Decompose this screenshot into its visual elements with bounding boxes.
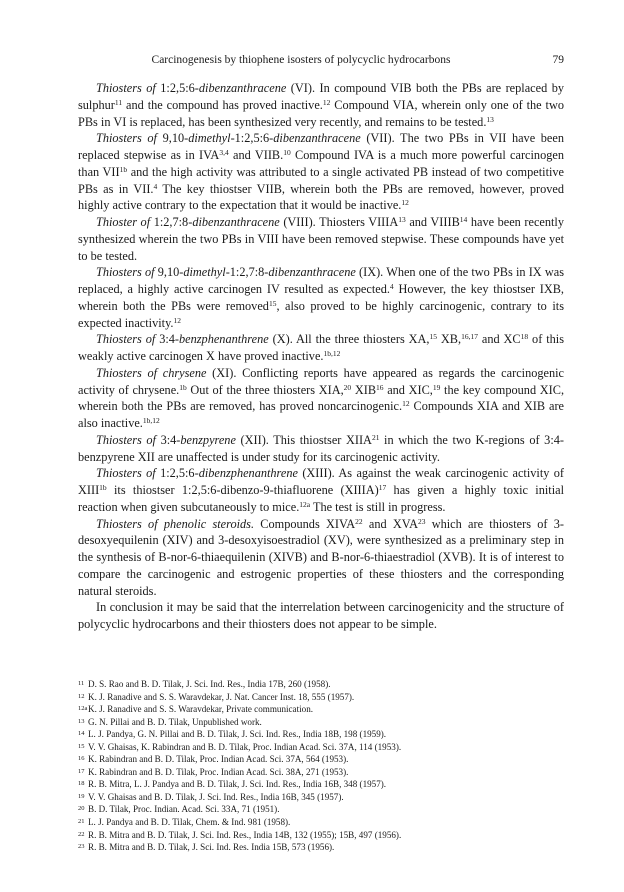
text-run: , also proved to be highly carcinogenic, contrary to its expected inactivity.: [78, 298, 564, 330]
reference-entry: [78, 753, 564, 766]
footnote-marker: 12: [322, 97, 331, 107]
text-run: -1:2,7:8-: [225, 265, 269, 280]
footnote-marker: 4: [153, 181, 158, 191]
text-run: and the high activity was attributed to a single activated PB instead of two competitive PBs as in VII.: [78, 164, 565, 196]
italic-text: Thiosters of: [96, 432, 161, 447]
text-run: and VIIIB: [405, 215, 460, 229]
running-header: [78, 52, 564, 68]
reference-text: V. V. Ghaisas and B. D. Tilak, J. Sci. Ind. Res., India 16B, 345 (1957).: [88, 791, 344, 802]
reference-entry: [78, 728, 564, 741]
reference-number: 20: [78, 805, 85, 813]
running-title: Carcinogenesis by thiophene isosters of polycyclic hydrocarbons: [151, 54, 451, 66]
text-run: have been recently synthesized wherein the two PBs in VIII have been removed stepwise. These compounds have yet to be tested.: [78, 215, 564, 263]
text-run: 1:2,5:6-: [160, 81, 199, 95]
text-run: In conclusion it may be said that the interrelation between carcinogenicity and the structure of polycyclic hydrocarbons and their thiosters does not appear to be simple.: [78, 600, 564, 631]
footnote-marker: 22: [355, 516, 363, 526]
reference-text: K. J. Ranadive and S. S. Waravdekar, J. Nat. Cancer Inst. 18, 555 (1957).: [88, 691, 355, 702]
paragraph: [78, 130, 564, 214]
footnote-marker: 12: [401, 198, 409, 208]
text-run: The test is still in progress.: [310, 499, 446, 514]
text-run: (VII). The two PBs in VII have been replaced stepwise as in IVA: [78, 131, 564, 162]
paragraph: [78, 465, 564, 515]
text-run: 1:2,5:6-: [160, 466, 199, 481]
footnote-marker: 11: [114, 97, 123, 107]
reference-number: 13: [78, 717, 85, 725]
reference-text: D. S. Rao and B. D. Tilak, J. Sci. Ind. Res., India 17B, 260 (1958).: [88, 679, 331, 689]
reference-number: 14: [78, 730, 85, 738]
italic-text: benzphenanthrene: [179, 332, 269, 347]
text-run: (X). All the three thiosters XA,: [268, 332, 430, 347]
reference-text: R. B. Mitra and B. D. Tilak, J. Sci. Ind. Res. India 15B, 573 (1956).: [88, 842, 335, 853]
reference-text: K. Rabindran and B. D. Tilak, Proc. Indian Acad. Sci. 37A, 564 (1953).: [88, 754, 349, 765]
text-run: Compound VIA, wherein only one of the two PBs in VI is replaced, has been synthesized very recently, and remains to be tested.: [78, 97, 564, 129]
italic-text: dibenzanthracene: [268, 265, 356, 280]
text-run: and XVA: [362, 516, 418, 531]
reference-entry: [78, 791, 564, 804]
footnote-marker: 13: [398, 215, 406, 224]
text-run: (XIII). As against the weak carcinogenic activity of XIII: [78, 466, 564, 497]
text-run: (XI). Conflicting reports have appeared as regards the carcinogenic activity of chrysene.: [78, 365, 564, 397]
italic-text: Thiosters of phenolic steroids.: [96, 516, 255, 531]
reference-text: K. Rabindran and B. D. Tilak, Proc. Indian Acad. Sci. 38A, 271 (1953).: [88, 766, 349, 777]
footnote-marker: 1b,12: [142, 416, 160, 425]
paragraph: [78, 214, 564, 264]
text-run: of this weakly active carcinogen X have proved inactive.: [78, 332, 564, 363]
text-run: (XII). This thiostser XIIA: [235, 432, 372, 447]
reference-text: R. B. Mitra, L. J. Pandya and B. D. Tilak, J. Sci. Ind. Res., India 16B, 348 (1957).: [88, 779, 387, 790]
footnote-marker: 16,17: [461, 332, 478, 342]
text-run: 1:2,7:8-: [153, 215, 193, 229]
italic-text: dibenzphenanthrene: [198, 466, 298, 481]
paragraph: [78, 365, 564, 432]
reference-number: 12: [78, 692, 85, 700]
reference-entry: [78, 816, 564, 829]
footnote-marker: 23: [417, 516, 426, 526]
italic-text: Thiosters of: [96, 131, 163, 146]
italic-text: Thiosters of: [96, 81, 161, 95]
footnote-marker: 1b,12: [323, 349, 341, 358]
reference-text: B. D. Tilak, Proc. Indian. Acad. Sci. 33A, 71 (1951).: [88, 804, 280, 815]
italic-text: dibenzanthracene: [198, 81, 287, 95]
reference-entry: [78, 716, 564, 729]
footnote-marker: 20: [343, 382, 352, 392]
text-run: (VIII). Thiosters VIIIA: [279, 215, 399, 229]
text-run: 3:4-: [160, 432, 181, 447]
paragraph: [78, 264, 564, 331]
reference-entry: [78, 829, 564, 842]
text-run: Out of the three thiosters XIA,: [186, 382, 344, 397]
footnote-marker: 10: [283, 148, 291, 157]
text-run: has given a highly toxic initial reaction when given subcutaneously to mice.: [78, 483, 564, 514]
text-run: XIB: [351, 382, 377, 397]
text-run: which are thiosters of 3-desoxyequilenin (XIV) and 3-desoxyisoestradiol (XV), were synthesized as a preliminary step in the synthesis of B-nor-6-thiaequilenin (XIVB) and B-nor-6-thiaestradiol (XVB). It is of interest to compare the carcinogenic and estrogenic properties of these thiosters and the corresponding natural steroids.: [78, 516, 564, 598]
footnote-marker: 19: [432, 382, 441, 392]
text-run: the key compound XIC, wherein both the PBs are removed, has proved noncarcinogenic.: [78, 382, 565, 414]
italic-text: dimethyl: [188, 131, 231, 146]
reference-number: 22: [78, 830, 85, 838]
text-run: However, the key thiostser IXB, wherein both the PBs were removed: [78, 282, 564, 313]
footnote-marker: 21: [371, 432, 380, 442]
text-run: (IX). When one of the two PBs in IX was replaced, a highly active carcinogen IV resulted as expected.: [78, 265, 564, 296]
footnote-marker: 4: [389, 282, 394, 291]
footnote-references: [78, 678, 564, 854]
reference-entry: [78, 803, 564, 816]
reference-text: L. J. Pandya, G. N. Pillai and B. D. Tilak, J. Sci. Ind. Res., India 18B, 198 (1959).: [88, 729, 387, 740]
text-run: and XC: [477, 332, 521, 347]
reference-entry: [78, 678, 564, 691]
text-run: Compounds XIVA: [254, 516, 356, 531]
text-run: and the compound has proved inactive.: [122, 97, 323, 112]
text-run: in which the two K-regions of 3:4-benzpyrene XII are unaffected is under study for its carcinogenic activity.: [78, 432, 564, 464]
italic-text: dibenzanthracene: [273, 131, 361, 146]
reference-entry: [78, 778, 564, 791]
reference-text: G. N. Pillai and B. D. Tilak, Unpublished work.: [88, 716, 262, 727]
footnote-marker: 1b: [179, 382, 187, 392]
footnote-marker: 3,4: [219, 148, 229, 157]
reference-entry: [78, 691, 564, 704]
reference-number: 23: [78, 843, 85, 851]
footnote-marker: 15: [429, 332, 437, 342]
text-run: XB,: [437, 332, 462, 347]
reference-number: 11: [78, 680, 85, 687]
paragraph: [78, 516, 564, 600]
paragraph: [78, 599, 564, 633]
reference-text: L. J. Pandya and B. D. Tilak, Chem. & Ind. 981 (1958).: [88, 817, 291, 828]
text-run: 3:4-: [159, 332, 179, 347]
reference-number: 15: [78, 742, 85, 750]
reference-number: 17: [78, 767, 85, 775]
reference-text: K. J. Ranadive and S. S. Waravdekar, Private communication.: [88, 704, 314, 715]
reference-number: 21: [78, 818, 85, 826]
italic-text: Thiosters of chrysene: [96, 365, 207, 380]
text-run: The key thiostser VIIB, wherein both the PBs are removed, however, proved highly active contrary to the expectation that it would be inactive.: [78, 181, 565, 213]
footnote-marker: 1b: [119, 164, 128, 174]
footnote-marker: 13: [486, 114, 494, 124]
paragraph: [78, 432, 564, 466]
text-run: -1:2,5:6-: [230, 131, 274, 146]
footnote-marker: 12a: [299, 499, 311, 509]
footnote-marker: 12: [402, 399, 410, 409]
text-run: Compound IVA is a much more powerful carcinogen than VII: [78, 148, 564, 179]
footnote-marker: 17: [378, 483, 387, 492]
italic-text: Thiosters of: [96, 466, 161, 481]
footnote-marker: 16: [376, 382, 384, 392]
reference-entry: [78, 741, 564, 754]
italic-text: dimethyl: [183, 265, 226, 280]
reference-number: 16: [78, 755, 85, 763]
text-run: its thiostser 1:2,5:6-dibenzo-9-thiafluorene (XIIIA): [106, 483, 379, 497]
text-run: 9,10-: [162, 131, 189, 146]
reference-text: R. B. Mitra and B. D. Tilak, J. Sci. Ind. Res., India 14B, 132 (1955); 15B, 497 (1956).: [88, 829, 402, 840]
footnote-marker: 1b: [99, 483, 107, 492]
reference-number: 19: [78, 792, 85, 800]
footnote-marker: 15: [268, 298, 277, 308]
reference-entry: [78, 766, 564, 779]
italic-text: Thioster of: [96, 215, 154, 229]
italic-text: Thiosters of: [96, 332, 160, 347]
text-run: and VIIB.: [228, 148, 284, 162]
reference-number: 12a: [78, 705, 88, 713]
paragraph: [78, 80, 564, 130]
reference-text: V. V. Ghaisas, K. Rabindran and B. D. Tilak, Proc. Indian Acad. Sci. 37A, 114 (1953).: [88, 741, 402, 752]
page-number: 79: [552, 54, 564, 66]
footnote-marker: 14: [459, 215, 468, 224]
text-run: (VI). In compound VIB both the PBs are replaced by sulphur: [78, 81, 564, 112]
italic-text: benzpyrene: [180, 432, 236, 447]
italic-text: Thiosters of: [96, 265, 158, 280]
paragraph: [78, 331, 564, 365]
reference-number: 18: [78, 780, 85, 788]
italic-text: dibenzanthracene: [192, 215, 280, 229]
reference-entry: [78, 841, 564, 854]
reference-entry: [78, 703, 564, 716]
footnote-marker: 12: [173, 315, 181, 325]
text-run: 9,10-: [157, 265, 184, 280]
body-text: [78, 80, 564, 633]
footnote-marker: 18: [520, 332, 529, 342]
text-run: and XIC,: [383, 382, 433, 397]
text-run: Compounds XIA and XIB are also inactive.: [78, 399, 565, 430]
